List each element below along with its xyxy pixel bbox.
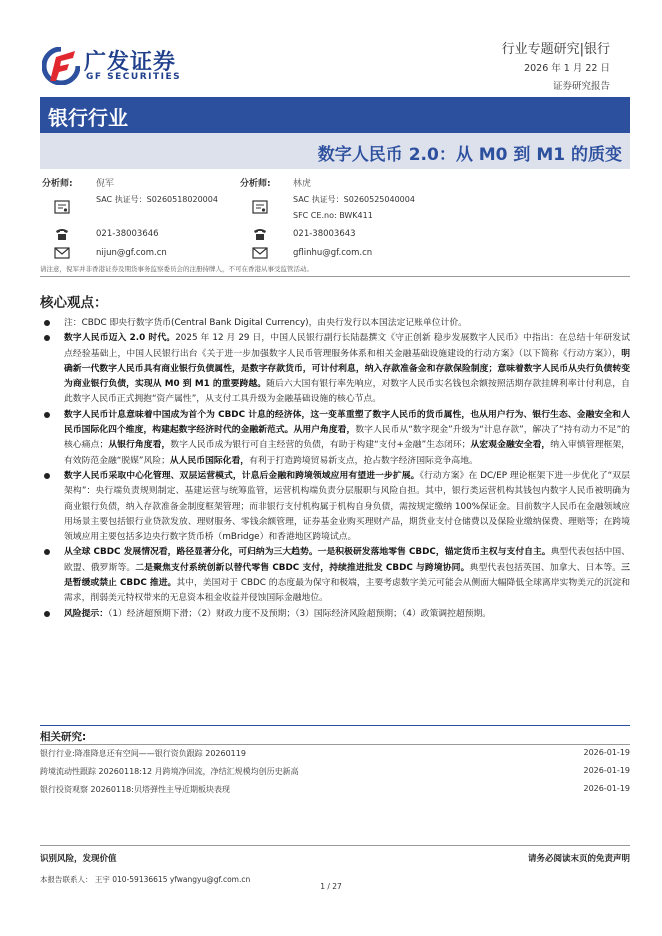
analyst-2-sac: SAC 执证号：S0260525040004 [293,195,415,204]
key-point-emphasis: 三是暂缓或禁止 CBDC 推进。 [64,562,630,589]
key-point-item [40,607,630,622]
analyst-2-name: 林虎 [293,179,312,189]
analyst-2-sfc: SFC CE.no: BWK411 [293,211,373,220]
key-point-item [40,408,630,469]
divider [40,845,630,846]
key-point-emphasis: 从宏观金融安全看， [470,440,551,451]
logo-text-en: GF SECURITIES [86,72,182,82]
key-point-emphasis: 数字人民币采取中心化管理、双层运营模式，计息后金融和跨境领域应用有望进一步扩展。 [64,470,420,481]
key-point-text: 随后六大国有银行率先响应，对数字人民币实名钱包余额按照活期存款挂牌利率计付利息，自此数字人民币正式拥抱“资产属性”，从支付工具升级为金融基础设施的核心节点。 [64,379,630,405]
phone-icon [54,227,70,241]
related-research-title: 相关研究: [40,731,87,743]
key-point-emphasis: 数字人民币迈入 2.0 时代。 [64,333,176,344]
industry-banner [40,97,630,133]
key-point-text: 有利于打造跨境贸易新支点，抢占数字经济国际竞争高地。 [249,455,478,466]
report-date: 2026 年 1 月 22 日 [524,63,610,74]
key-point-emphasis: 从人民币国际化看， [169,455,250,466]
key-point-emphasis: 从全球 CBDC 发展情况看，路径显著分化，可归纳为三大趋势。一是积极研发落地零售 CBDC，锚定货币主权与支付自主。 [64,547,551,558]
key-point-text: 注：CBDC 即央行数字货币(Central Bank Digital Currency)，由央行发行以本国法定记账单位计价。 [64,318,467,328]
key-point-text: 其中，美国对于 CBDC 的态度最为保守和极端，主要考虑数字美元可能会从侧面大幅降低全球离岸实物美元的沉淀和需求，削弱美元特权带来的无息资本租金收益并侵蚀国际金融地位。 [64,578,630,604]
email-icon [54,246,70,260]
footer-contact: 本报告联系人： 王宇 010-59136615 yfwangyu@gf.com.cn [40,875,251,884]
related-item-text[interactable]: 银行行业:降准降息还有空间——银行资负跟踪 20260119 [40,749,246,758]
key-point-text: （1）经济超预期下滑；（2）财政力度不及预期；（3）国际经济风险超预期；（4）政策调控超预期。 [108,608,492,619]
key-point-text: 《行动方案》在 DC/EP 理论框架下进一步优化了“双层架构”：央行端负责规则制定、基建运营与统筹监管，运营机构端负责分层服职与风险自担。其中，银行类运营机构其钱包内数字人民币被明确为商业银行负债，纳入存款准备金制度框架管理；而非银行支付机构属于机构自身负债，需按规定缴纳 100%保证金。目前数字人民币在金融领域应用场景主要包括银行业贷款发放、理财服务、零钱余额管理，证券基金业购买理财产品，期货业支付仓储费以及保险业缴纳保费、理赔等；在跨境领域应用主要包括多边央行数字货币桥（mBridge）和香港地区跨境试点。 [64,470,630,543]
gf-logo-icon [42,47,80,85]
analyst-disclaimer: 请注意，倪军并非香港证券及期货事务监察委员会的注册持牌人，不可在香港从事受监管活动。 [40,265,313,273]
analyst-1-sac: SAC 执证号：S0260518020004 [96,195,218,204]
divider [40,725,630,726]
key-point-emphasis: 风险提示： [64,608,108,619]
key-point-emphasis: 从银行角度看， [108,440,171,451]
analyst-1-email[interactable]: nijun@gf.com.cn [96,248,167,258]
footer-slogan: 识别风险，发现价值 [40,854,117,864]
report-department: 证券研究报告 [552,81,610,92]
key-point-emphasis: 明确新一代数字人民币具有商业银行负债属性，是数字存款货币，可计付利息，纳入存款准备金和存款保险制度；意味着数字人民币从央行负债转变为商业银行负债，实现从 M0 到 M1 的重要跨越。 [64,348,630,390]
analyst-2-label: 分析师: [240,179,271,189]
key-point-text: 典型代表包括中国、欧盟、俄罗斯等。 [64,547,630,573]
key-point-item [40,545,630,606]
email-icon [252,246,268,260]
analyst-2-email[interactable]: gflinhu@gf.com.cn [293,248,373,258]
related-item-date: 2026-01-19 [583,766,630,775]
related-item-date: 2026-01-19 [583,748,630,757]
footer-disclaimer-note: 请务必阅读末页的免责声明 [527,854,630,864]
key-point-text: 纳入审慎管理框架，有效防范金融“脱媒”风险； [64,440,630,466]
phone-icon [252,227,268,241]
key-point-text: 数字人民币从“数字现金”升级为“计息存款”，解决了“持有动力不足”的核心痛点； [64,425,630,451]
key-point-text: 典型代表包括英国、加拿大、日本等。 [469,562,622,573]
related-item-text[interactable]: 银行投资观察 20260118:贝塔弹性主导近期板块表现 [40,785,230,794]
analyst-1-phone: 021-38003646 [96,229,159,239]
section-title: 核心观点： [40,295,108,311]
analyst-2-phone: 021-38003643 [293,229,356,239]
page-number: 1 / 27 [320,882,342,891]
report-type: 行业专题研究|银行 [501,42,610,57]
related-item-date: 2026-01-19 [583,784,630,793]
key-points-list [40,316,630,622]
report-title: 数字人民币 2.0：从 M0 到 M1 的质变 [317,145,622,165]
industry-banner-title: 银行行业 [48,106,128,130]
related-item-text[interactable]: 跨境流动性跟踪 20260118:12 月跨境净回流，净结汇规模均创历史新高 [40,767,299,776]
divider [40,744,630,745]
key-point-item [40,331,630,407]
key-point-emphasis: 数字人民币计息意味着中国成为首个为 CBDC 计息的经济体，这一变革重塑了数字人民币的货币属性，也从用户行为、银行生态、金融安全和人民币国际化四个维度，构建起数字经济时代的金融新范式。从用户角度看， [64,409,630,436]
analyst-1-name: 倪军 [96,179,115,189]
certificate-icon [54,200,70,214]
analyst-1-label: 分析师: [42,179,73,189]
key-point-text: 2025 年 12 月 29 日，中国人民银行副行长陆磊撰文《守正创新 稳步发展数字人民币》中指出：在总结十年研发试点经验基础上，中国人民银行出台《关于进一步加强数字人民币管理服务体系和相关金融基础设施建设的行动方案》（以下简称《行动方案》）， [64,333,630,359]
certificate-icon [252,200,268,214]
key-point-text: 数字人民币成为银行可自主经营的负债，有助于构建“支付+金融”生态闭环； [170,440,471,451]
key-point-item [40,469,630,545]
key-point-item [40,316,630,331]
logo-text-cn: 广发证券 [84,50,177,75]
key-point-emphasis: 二是聚焦支付系统创新以替代零售 CBDC 支付，持续推进批发 CBDC 与跨境协同。 [135,562,470,573]
divider [40,276,630,277]
